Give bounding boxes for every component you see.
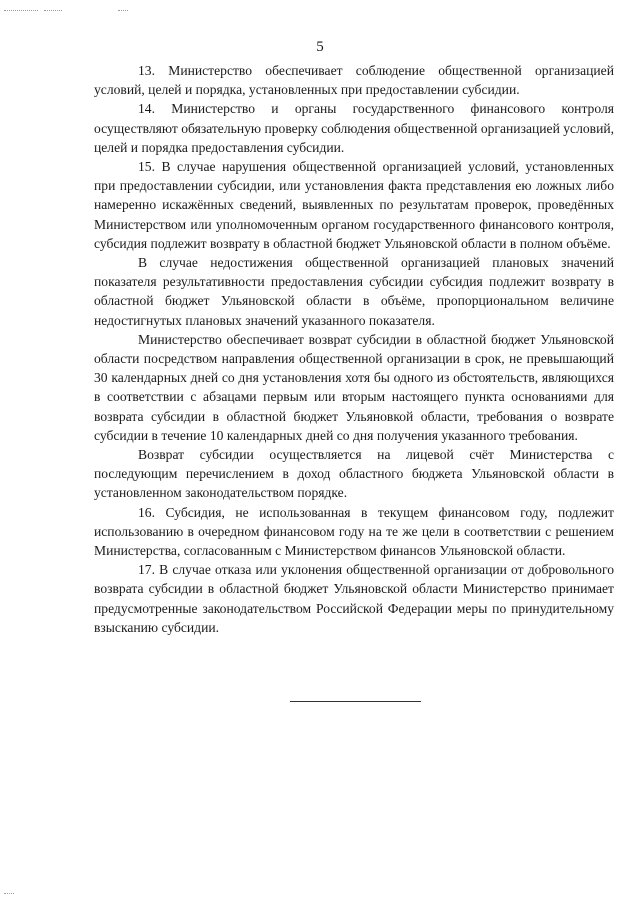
page-number: 5 bbox=[316, 39, 324, 55]
paragraph-15-part-2: В случае недостижения общественной организацией плановых значений показателя результативности предоставления субсидии субсидия подлежит возврату в областной бюджет Ульяновской области в объёме, пропорциональном величине недостигнутых плановых значений указанного показателя. bbox=[94, 255, 614, 328]
scan-artifact bbox=[44, 10, 62, 12]
scan-artifact bbox=[118, 10, 128, 12]
closing-separator-line bbox=[290, 701, 421, 702]
paragraph-15: 15. В случае нарушения общественной организацией условий, установленных при предоставлении субсидии, или установления факта представления ею ложных либо намеренно искажённых сведений, выявленных по результатам проверок, проведённых Министерством или уполномоченным органом государственного финансового контроля, субсидия подлежит возврату в областной бюджет Ульяновской области в полном объёме. bbox=[94, 159, 614, 251]
paragraph-16: 16. Субсидия, не использованная в текущем финансовом году, подлежит использованию в очередном финансовом году на те же цели в соответствии с решением Министерства, согласованным с Министерством финансов Ульяновской области. bbox=[94, 504, 614, 559]
paragraph-13: 13. Министерство обеспечивает соблюдение общественной организацией условий, целей и порядка, установленных при предоставлении субсидии. bbox=[94, 63, 614, 98]
scan-artifact bbox=[4, 10, 38, 12]
paragraph-15-part-4: Возврат субсидии осуществляется на лицевой счёт Министерства с последующим перечислением в доход областного бюджета Ульяновской области в установленном законодательством порядке. bbox=[94, 447, 614, 501]
document-body bbox=[94, 61, 614, 637]
paragraph-17: 17. В случае отказа или уклонения общественной организации от добровольного возврата субсидии в областной бюджет Ульяновской области Министерство принимает предусмотренные законодательством Российской Федерации меры по принудительному взысканию субсидии. bbox=[94, 562, 614, 635]
paragraph-15-part-3: Министерство обеспечивает возврат субсидии в областной бюджет Ульяновской области посредством направления общественной организации в срок, не превышающий 30 календарных дней со дня установления хотя бы одного из обстоятельств, являющихся в соответствии с абзацами первым или вторым настоящего пункта основаниями для возврата субсидии в областной бюджет Ульяновкой области, требования о возврате субсидии в течение 10 календарных дней со дня получения указанного требования. bbox=[94, 331, 614, 443]
paragraph-14: 14. Министерство и органы государственного финансового контроля осуществляют обязательную проверку соблюдения общественной организацией условий, целей и порядка предоставления субсидии. bbox=[94, 101, 615, 155]
scan-artifact bbox=[4, 893, 14, 895]
